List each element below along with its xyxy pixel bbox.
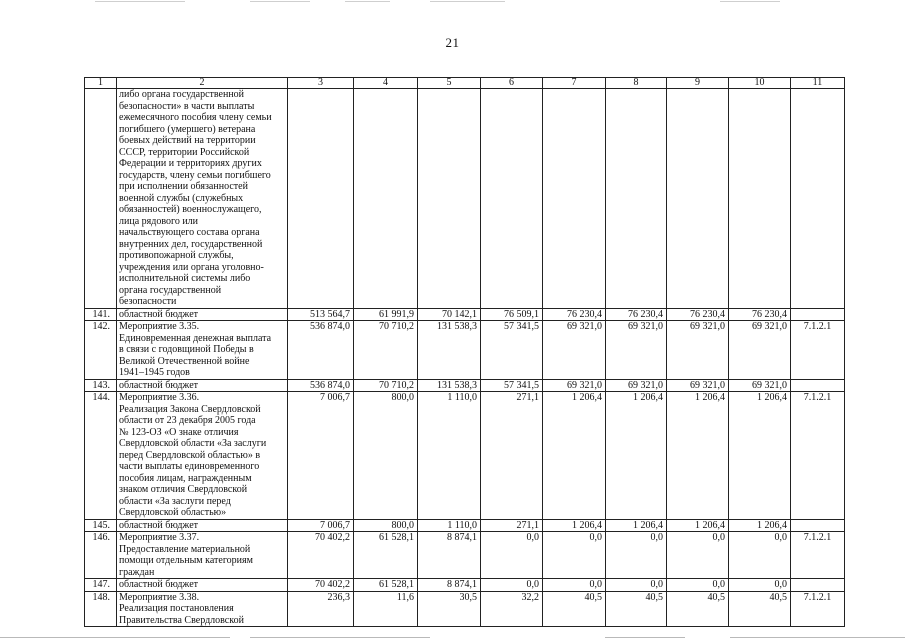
year-value: 69 321,0: [606, 379, 667, 392]
year-value: 76 230,4: [667, 308, 729, 321]
year-value: 0,0: [606, 532, 667, 579]
year-value: 61 991,9: [354, 308, 418, 321]
target-code: 7.1.2.1: [791, 591, 845, 627]
target-code: [791, 579, 845, 592]
row-number: 143.: [85, 379, 117, 392]
year-value: 1 206,4: [606, 392, 667, 520]
year-value: 0,0: [729, 579, 791, 592]
target-code: 7.1.2.1: [791, 321, 845, 380]
year-value: 271,1: [481, 519, 543, 532]
year-value: 76 509,1: [481, 308, 543, 321]
year-value: 800,0: [354, 519, 418, 532]
year-value: 8 874,1: [418, 579, 481, 592]
year-value: 76 230,4: [606, 308, 667, 321]
column-header: 10: [729, 78, 791, 89]
year-value: 69 321,0: [667, 321, 729, 380]
year-value: 69 321,0: [606, 321, 667, 380]
column-header: 5: [418, 78, 481, 89]
table-row-146: [85, 532, 845, 579]
row-number: 144.: [85, 392, 117, 520]
year-value: 0,0: [606, 579, 667, 592]
year-value: 0,0: [481, 532, 543, 579]
scan-artifact: [720, 1, 780, 2]
year-value: 76 230,4: [729, 308, 791, 321]
target-code: [791, 379, 845, 392]
budget-table: [84, 77, 845, 627]
year-value: 70 710,2: [354, 379, 418, 392]
scan-artifact: [605, 637, 685, 638]
year-value: [354, 89, 418, 309]
year-value: 76 230,4: [543, 308, 606, 321]
table-row-145: [85, 519, 845, 532]
row-number: 148.: [85, 591, 117, 627]
total-value: 7 006,7: [288, 519, 354, 532]
year-value: [729, 89, 791, 309]
year-value: 70 142,1: [418, 308, 481, 321]
column-number-header-row: [85, 78, 845, 89]
year-value: [667, 89, 729, 309]
year-value: 0,0: [543, 532, 606, 579]
column-header: 2: [117, 78, 288, 89]
year-value: [418, 89, 481, 309]
year-value: 61 528,1: [354, 579, 418, 592]
table-row-148: [85, 591, 845, 627]
table-row-141: [85, 308, 845, 321]
year-value: 40,5: [543, 591, 606, 627]
year-value: 0,0: [667, 579, 729, 592]
total-value: 536 874,0: [288, 379, 354, 392]
year-value: [543, 89, 606, 309]
year-value: 69 321,0: [543, 321, 606, 380]
table-row-continuation: [85, 89, 845, 309]
year-value: 70 710,2: [354, 321, 418, 380]
column-header: 7: [543, 78, 606, 89]
row-description: областной бюджет: [117, 579, 288, 592]
target-code: [791, 519, 845, 532]
year-value: [606, 89, 667, 309]
table-row-143: [85, 379, 845, 392]
row-description: областной бюджет: [117, 308, 288, 321]
total-value: 70 402,2: [288, 532, 354, 579]
scan-artifact: [345, 1, 390, 2]
total-value: 70 402,2: [288, 579, 354, 592]
year-value: 1 206,4: [543, 392, 606, 520]
year-value: 1 110,0: [418, 519, 481, 532]
year-value: 11,6: [354, 591, 418, 627]
total-value: 513 564,7: [288, 308, 354, 321]
year-value: 0,0: [543, 579, 606, 592]
row-description: областной бюджет: [117, 379, 288, 392]
year-value: 69 321,0: [729, 379, 791, 392]
table-row-144: [85, 392, 845, 520]
column-header: 1: [85, 78, 117, 89]
year-value: 57 341,5: [481, 379, 543, 392]
year-value: 40,5: [606, 591, 667, 627]
year-value: 40,5: [729, 591, 791, 627]
column-header: 8: [606, 78, 667, 89]
row-description: областной бюджет: [117, 519, 288, 532]
target-code: 7.1.2.1: [791, 532, 845, 579]
scan-artifact: [250, 1, 310, 2]
table-row-142: [85, 321, 845, 380]
year-value: 1 206,4: [543, 519, 606, 532]
year-value: 0,0: [481, 579, 543, 592]
row-description: либо органа государственной безопасности» в части выплаты ежемесячного пособия члену семьи погибшего (умершего) ветерана боевых действий на территории СССР, территории Российской Федерации и территориях других государств, члену семьи погибшего при исполнении обязанностей военной службы (служебных обязанностей) военнослужащего, лица рядового или начальствующего состава органа внутренних дел, государственной противопожарной службы, учреждения или органа уголовно- исполнительной системы либо органа государственной безопасности: [117, 89, 288, 309]
scan-artifact: [0, 637, 230, 638]
year-value: 69 321,0: [543, 379, 606, 392]
year-value: [481, 89, 543, 309]
year-value: 40,5: [667, 591, 729, 627]
scan-artifact: [250, 637, 430, 638]
scan-artifact: [430, 1, 505, 2]
year-value: 1 206,4: [729, 392, 791, 520]
year-value: 61 528,1: [354, 532, 418, 579]
year-value: 8 874,1: [418, 532, 481, 579]
year-value: 69 321,0: [729, 321, 791, 380]
total-value: [288, 89, 354, 309]
year-value: 131 538,3: [418, 321, 481, 380]
row-description: Мероприятие 3.36. Реализация Закона Свердловской области от 23 декабря 2005 года № 123-ОЗ «О знаке отличия Свердловской области «За заслуги перед Свердловской областью» в части выплаты единовременного пособия лицам, награжденным знаком отличия Свердловской области «За заслуги перед Свердловской областью»: [117, 392, 288, 520]
column-header: 4: [354, 78, 418, 89]
year-value: 0,0: [729, 532, 791, 579]
row-number: [85, 89, 117, 309]
target-code: [791, 89, 845, 309]
target-code: 7.1.2.1: [791, 392, 845, 520]
year-value: 1 206,4: [667, 519, 729, 532]
row-number: 145.: [85, 519, 117, 532]
year-value: 0,0: [667, 532, 729, 579]
page-number: 21: [445, 35, 460, 50]
column-header: 6: [481, 78, 543, 89]
row-number: 141.: [85, 308, 117, 321]
total-value: 236,3: [288, 591, 354, 627]
row-number: 146.: [85, 532, 117, 579]
year-value: 1 206,4: [606, 519, 667, 532]
year-value: 69 321,0: [667, 379, 729, 392]
table-row-147: [85, 579, 845, 592]
row-description: Мероприятие 3.37. Предоставление материальной помощи отдельным категориям граждан: [117, 532, 288, 579]
year-value: 57 341,5: [481, 321, 543, 380]
target-code: [791, 308, 845, 321]
row-description: Мероприятие 3.35. Единовременная денежная выплата в связи с годовщиной Победы в Великой Отечественной войне 1941–1945 годов: [117, 321, 288, 380]
column-header: 3: [288, 78, 354, 89]
row-number: 147.: [85, 579, 117, 592]
scan-artifact: [95, 1, 185, 2]
year-value: 131 538,3: [418, 379, 481, 392]
scan-artifact: [730, 637, 905, 638]
total-value: 536 874,0: [288, 321, 354, 380]
column-header: 11: [791, 78, 845, 89]
row-number: 142.: [85, 321, 117, 380]
year-value: 1 110,0: [418, 392, 481, 520]
year-value: 800,0: [354, 392, 418, 520]
year-value: 271,1: [481, 392, 543, 520]
year-value: 30,5: [418, 591, 481, 627]
year-value: 32,2: [481, 591, 543, 627]
column-header: 9: [667, 78, 729, 89]
row-description: Мероприятие 3.38. Реализация постановления Правительства Свердловской: [117, 591, 288, 627]
total-value: 7 006,7: [288, 392, 354, 520]
year-value: 1 206,4: [667, 392, 729, 520]
year-value: 1 206,4: [729, 519, 791, 532]
